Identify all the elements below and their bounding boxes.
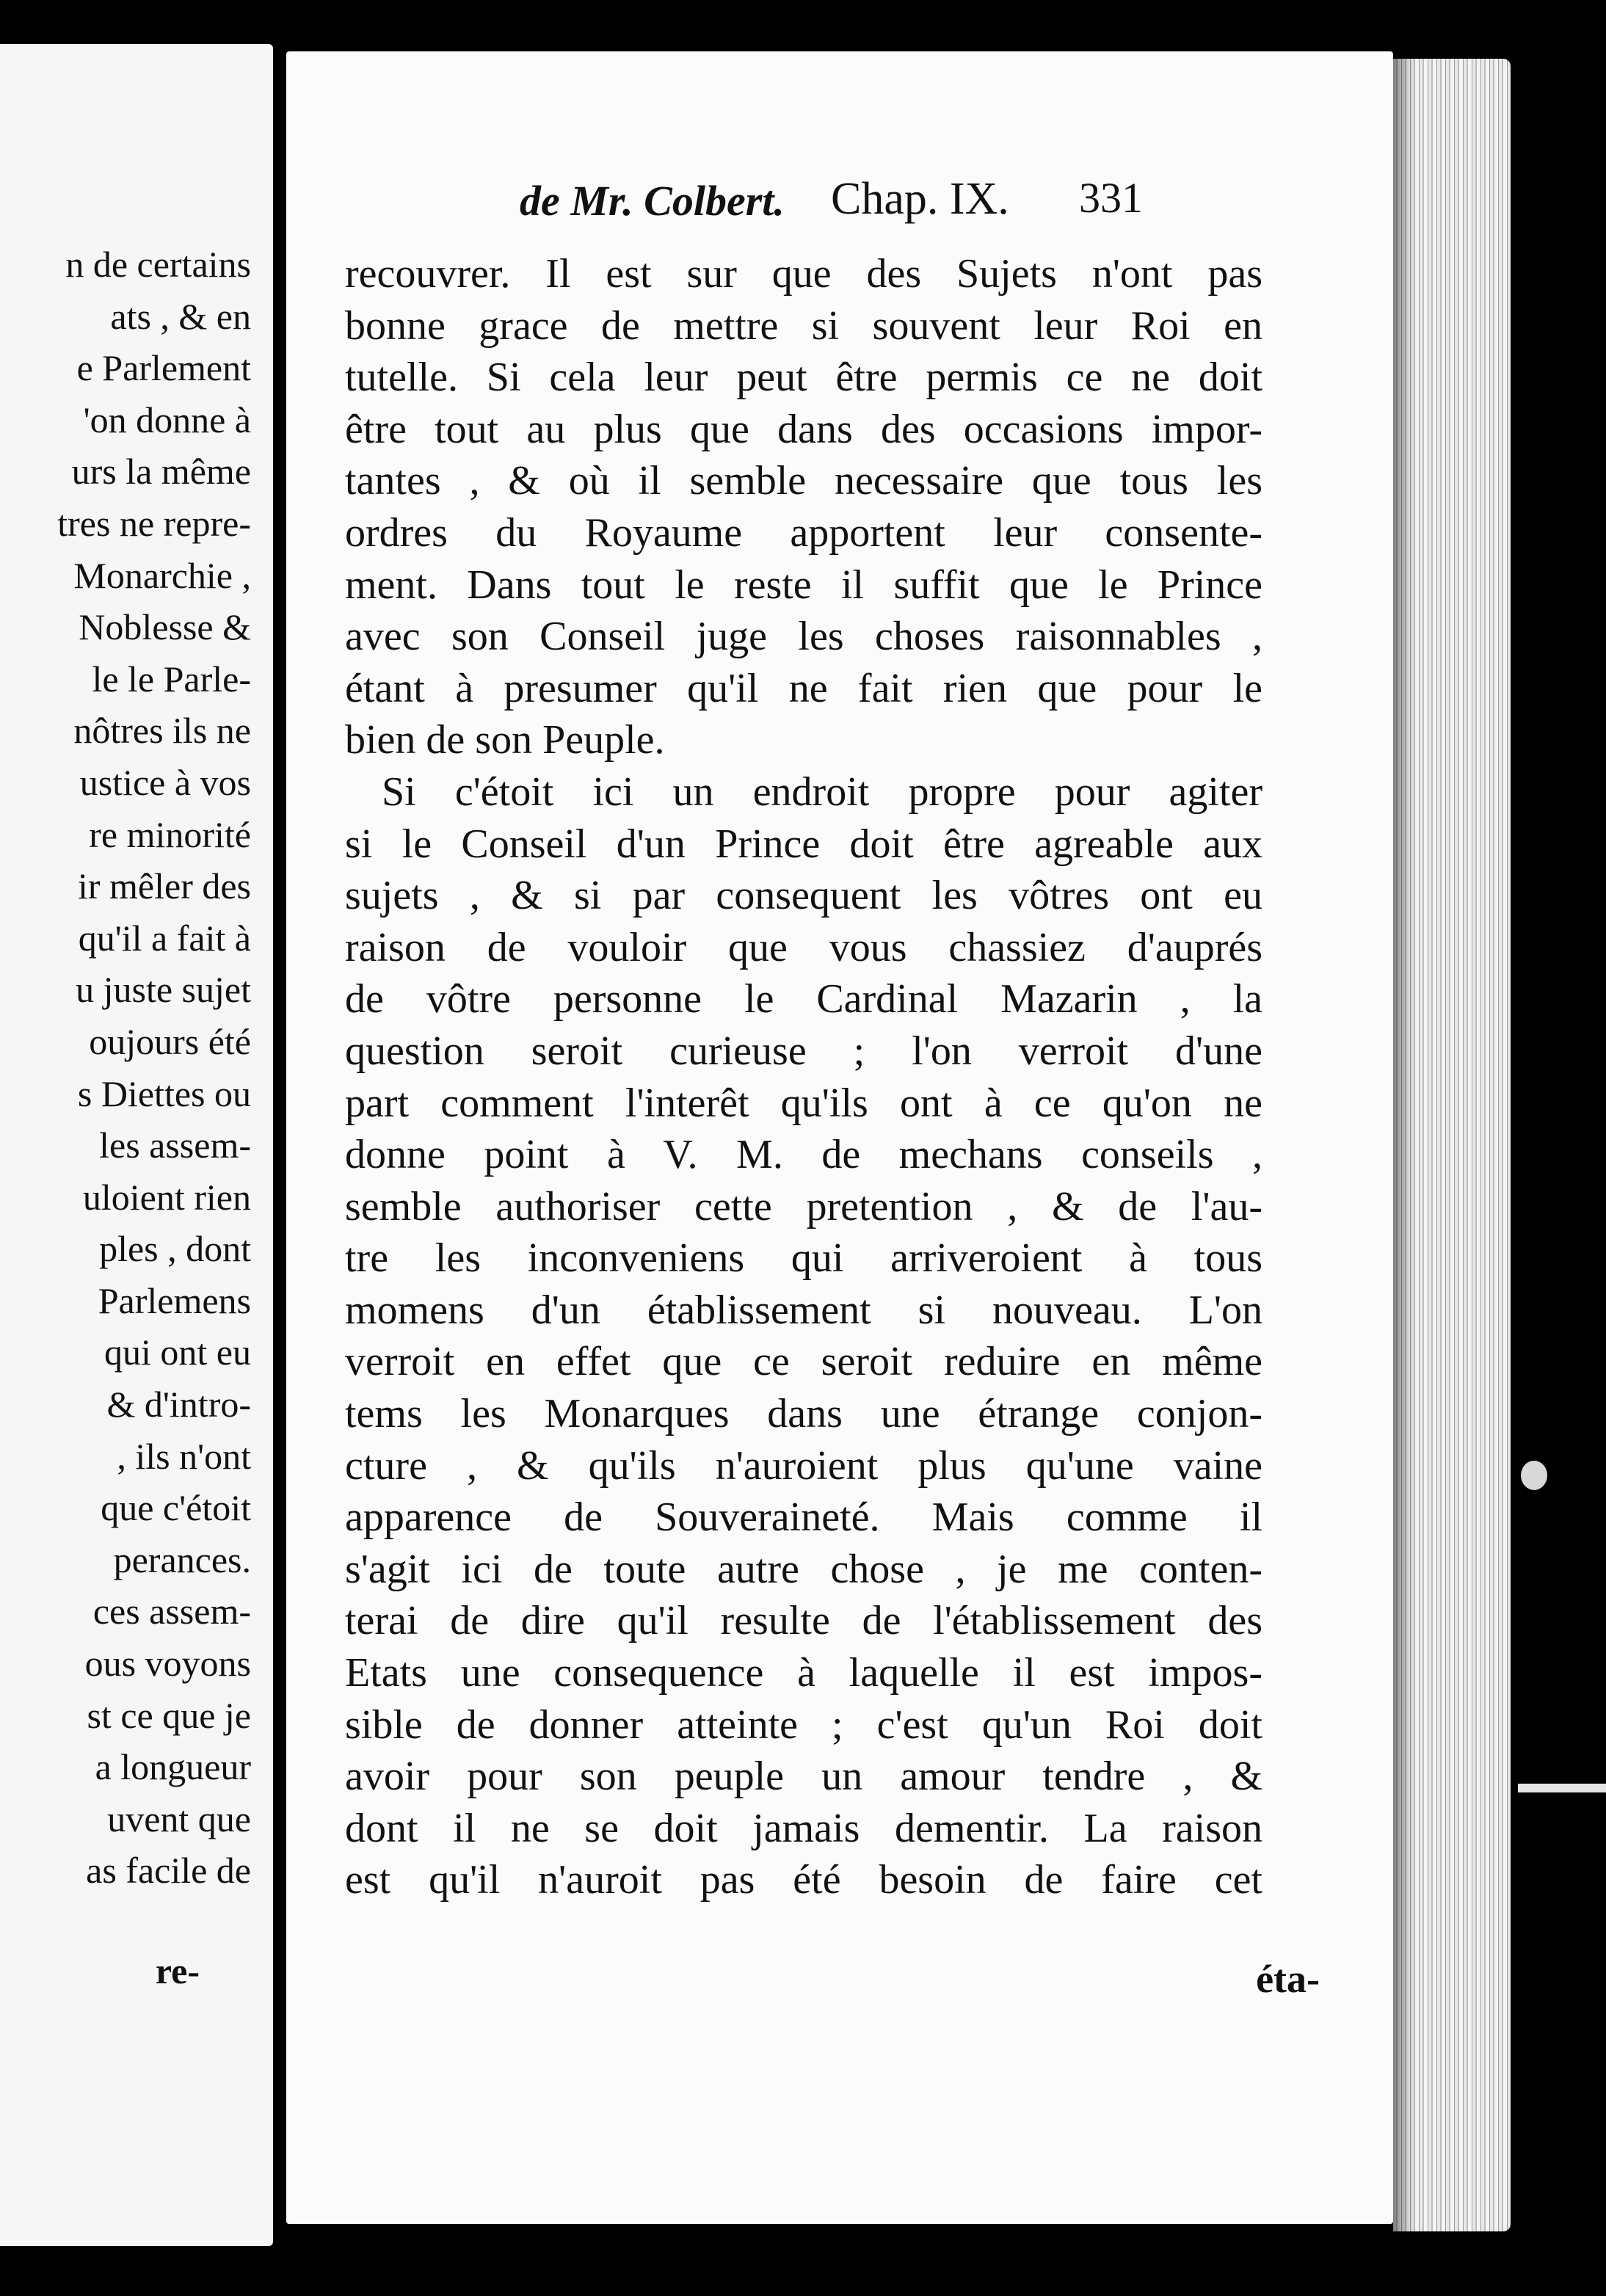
body-line: tutelle. Si cela leur peut être permis ce ne doit bbox=[345, 355, 1262, 401]
left-line: ous voyons bbox=[84, 1643, 251, 1685]
left-line: qu'il a fait à bbox=[78, 917, 251, 959]
body-line: est qu'il n'auroit pas été besoin de faire cet bbox=[345, 1857, 1262, 1903]
body-line: dont il ne se doit jamais dementir. La raison bbox=[345, 1805, 1262, 1851]
body-line: avoir pour son peuple un amour tendre , & bbox=[345, 1754, 1262, 1800]
left-catchword: re- bbox=[155, 1950, 200, 1991]
left-line: & d'intro- bbox=[106, 1384, 251, 1425]
left-line: as facile de bbox=[86, 1850, 251, 1892]
left-line: Parlemens bbox=[98, 1279, 251, 1321]
left-line: ustice à vos bbox=[79, 761, 251, 803]
left-page bbox=[0, 44, 273, 2246]
body-line: question seroit curieuse ; l'on verroit d'une bbox=[345, 1028, 1262, 1074]
tab-mark bbox=[1518, 1784, 1606, 1792]
left-line: ces assem- bbox=[92, 1591, 251, 1632]
body-line: momens d'un établissement si nouveau. L'on bbox=[345, 1287, 1262, 1333]
left-line: u juste sujet bbox=[76, 969, 251, 1011]
body-line: Etats une consequence à laquelle il est impos- bbox=[345, 1650, 1262, 1696]
left-page-text bbox=[0, 239, 251, 1897]
gutter bbox=[273, 0, 288, 2296]
body-line: ment. Dans tout le reste il suffit que le Prince bbox=[345, 562, 1262, 608]
body-line: verroit en effet que ce seroit reduire en même bbox=[345, 1339, 1262, 1385]
left-line: re minorité bbox=[89, 813, 251, 855]
left-line: que c'étoit bbox=[101, 1487, 251, 1529]
left-line: nôtres ils ne bbox=[73, 710, 251, 752]
body-line: bien de son Peuple. bbox=[345, 717, 665, 763]
left-line: a longueur bbox=[95, 1746, 251, 1788]
left-line: uloient rien bbox=[82, 1176, 251, 1218]
body-line: sujets , & si par consequent les vôtres ont eu bbox=[345, 873, 1262, 919]
left-line: les assem- bbox=[99, 1125, 251, 1166]
body-line: raison de vouloir que vous chassiez d'auprés bbox=[345, 924, 1262, 970]
left-line: perances. bbox=[113, 1538, 251, 1580]
left-line: e Parlement bbox=[76, 347, 251, 389]
left-line: 'on donne à bbox=[83, 399, 251, 440]
right-page bbox=[286, 51, 1393, 2224]
left-line: ats , & en bbox=[110, 295, 251, 337]
left-line: tres ne repre- bbox=[57, 502, 251, 544]
body-line: apparence de Souveraineté. Mais comme il bbox=[345, 1494, 1262, 1541]
body-line: de vôtre personne le Cardinal Mazarin , la bbox=[345, 976, 1262, 1022]
left-line: qui ont eu bbox=[104, 1332, 251, 1373]
body-line: tems les Monarques dans une étrange conjon- bbox=[345, 1391, 1262, 1437]
body-line: étant à presumer qu'il ne fait rien que pour le bbox=[345, 665, 1262, 711]
left-line: le le Parle- bbox=[92, 658, 251, 700]
left-line: s Diettes ou bbox=[77, 1072, 251, 1114]
body-line: avec son Conseil juge les choses raisonnables , bbox=[345, 614, 1262, 660]
body-line: être tout au plus que dans des occasions impor- bbox=[345, 406, 1262, 452]
body-line: semble authoriser cette pretention , & de l'au- bbox=[345, 1183, 1262, 1229]
body-line: bonne grace de mettre si souvent leur Roi en bbox=[345, 302, 1262, 349]
body-line: tre les inconveniens qui arriveroient à tous bbox=[345, 1235, 1262, 1282]
body-line: part comment l'interêt qu'ils ont à ce qu'on ne bbox=[345, 1080, 1262, 1126]
page-number: 331 bbox=[1079, 174, 1143, 222]
clip-mark bbox=[1521, 1461, 1547, 1490]
left-line: st ce que je bbox=[87, 1694, 251, 1736]
left-line: uvent que bbox=[107, 1798, 251, 1839]
body-text bbox=[345, 248, 1262, 1906]
left-line: Noblesse & bbox=[79, 606, 251, 648]
left-line: Monarchie , bbox=[73, 554, 251, 596]
body-line: cture , & qu'ils n'auroient plus qu'une vaine bbox=[345, 1442, 1262, 1489]
catchword: éta- bbox=[1256, 1957, 1320, 2001]
running-head-author: de Mr. Colbert. bbox=[520, 177, 785, 225]
body-line: Si c'étoit ici un endroit propre pour agiter bbox=[382, 769, 1262, 815]
body-line: terai de dire qu'il resulte de l'établissement des bbox=[345, 1598, 1262, 1644]
body-line: si le Conseil d'un Prince doit être agreable aux bbox=[345, 821, 1262, 867]
body-line: ordres du Royaume apportent leur consente- bbox=[345, 509, 1262, 556]
left-line: ir mêler des bbox=[77, 865, 251, 907]
left-line: n de certains bbox=[65, 244, 251, 285]
left-line: , ils n'ont bbox=[117, 1435, 251, 1477]
body-line: s'agit ici de toute autre chose , je me conten- bbox=[345, 1546, 1262, 1592]
body-line: tantes , & où il semble necessaire que tous les bbox=[345, 458, 1262, 504]
body-line: recouvrer. Il est sur que des Sujets n'ont pas bbox=[345, 251, 1262, 297]
running-head-chapter: Chap. IX. bbox=[831, 174, 1009, 224]
left-line: oujours été bbox=[89, 1020, 251, 1062]
body-line: sible de donner atteinte ; c'est qu'un Roi doit bbox=[345, 1701, 1262, 1748]
left-line: ples , dont bbox=[99, 1228, 251, 1270]
left-line: urs la même bbox=[71, 451, 251, 493]
running-head bbox=[286, 176, 1393, 235]
edge-shadow bbox=[1393, 59, 1415, 2231]
body-line: donne point à V. M. de mechans conseils , bbox=[345, 1132, 1262, 1178]
